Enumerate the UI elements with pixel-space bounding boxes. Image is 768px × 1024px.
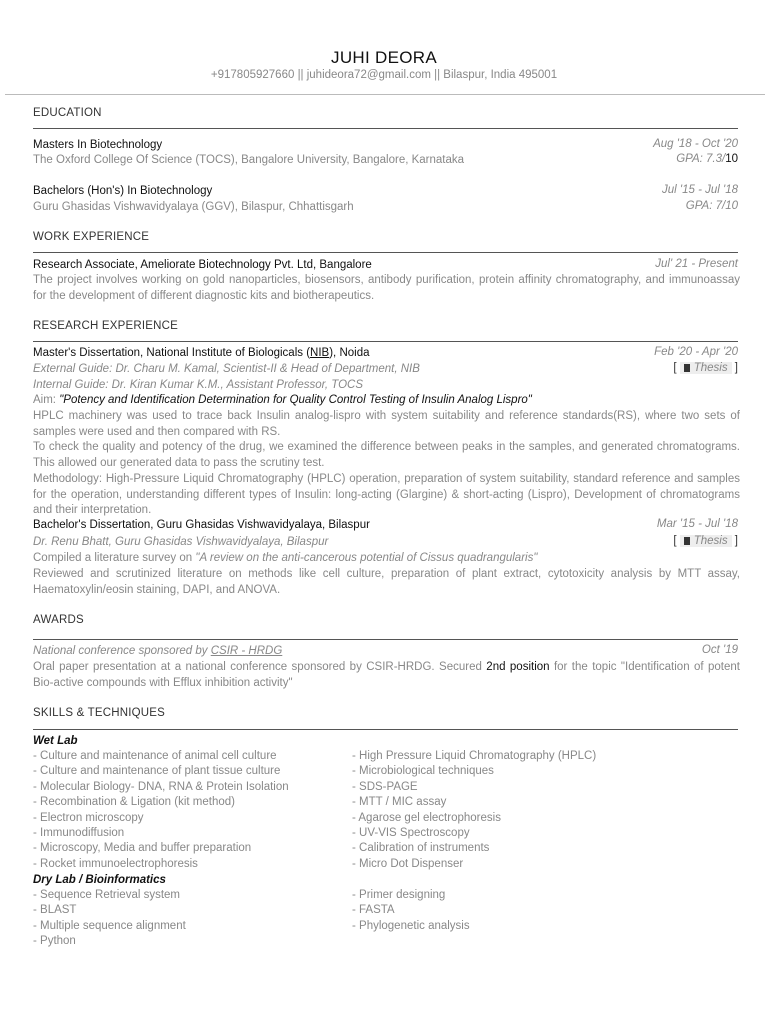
list-item: - Rocket immunoelectrophoresis — [33, 857, 198, 870]
internal-guide: Internal Guide: Dr. Kiran Kumar K.M., Assistant Professor, TOCS — [33, 379, 363, 391]
masters-school: The Oxford College Of Science (TOCS), Bangalore University, Bangalore, Karnataka — [33, 154, 465, 166]
research-heading: RESEARCH EXPERIENCE — [33, 320, 179, 332]
list-item: - SDS-PAGE — [352, 780, 418, 793]
bachelors-thesis-link[interactable]: [ Thesis ] — [673, 535, 738, 547]
award-dates: Oct '19 — [701, 644, 738, 656]
document-icon — [684, 537, 690, 545]
award-line: National conference sponsored by CSIR - HRDG — [33, 645, 283, 657]
dry-lab-right-list — [352, 888, 470, 934]
award-description: Oral paper presentation at a national conference sponsored by CSIR-HRDG. Secured 2nd position for the topic "Identification of potent Bio-active compounds with Efflux inhibition activity" — [33, 661, 740, 689]
list-item: - Sequence Retrieval system — [33, 889, 181, 901]
masters-gpa: GPA: 7.3/10 — [676, 153, 738, 165]
list-item: - BLAST — [33, 904, 77, 917]
external-guide: External Guide: Dr. Charu M. Kamal, Scientist-II & Head of Department, NIB — [33, 363, 420, 375]
work-heading: WORK EXPERIENCE — [33, 231, 150, 243]
awards-divider — [33, 639, 738, 640]
masters-dissertation-dates: Feb '20 - Apr '20 — [654, 346, 738, 358]
list-item: - Multiple sequence alignment — [33, 919, 186, 932]
dry-lab-left-list — [33, 888, 186, 950]
research-divider — [33, 341, 738, 342]
work-description: The project involves working on gold nanoparticles, biosensors, antibody purification, protein affinity chromatography, and immunoassay for the development of different diagnostic kits and biotherapeutics. — [33, 274, 740, 302]
masters-paragraph-1: HPLC machinery was used to trace back Insulin analog-lispro with system suitability and reference standards(RS), where two sets of samples were used and then compared with RS. — [33, 410, 740, 438]
contact-info: +917805927660 || juhideora72@gmail.com || Bilaspur, India 495001 — [210, 69, 558, 81]
work-dates: Jul' 21 - Present — [655, 258, 738, 270]
nib-link[interactable]: NIB — [310, 347, 330, 359]
list-item: - High Pressure Liquid Chromatography (HPLC) — [352, 750, 597, 762]
bachelors-guide: Dr. Renu Bhatt, Guru Ghasidas Vishwavidyalaya, Bilaspur — [33, 536, 329, 548]
list-item: - Primer designing — [352, 889, 446, 901]
skills-heading: SKILLS & TECHNIQUES — [33, 707, 166, 719]
education-divider — [33, 128, 738, 129]
list-item: - MTT / MIC assay — [352, 796, 447, 809]
document-icon — [684, 364, 690, 372]
masters-aim: Aim: "Potency and Identification Determination for Quality Control Testing of Insulin Analog Lispro" — [33, 394, 532, 406]
list-item: - Culture and maintenance of animal cell culture — [33, 750, 277, 762]
wet-lab-right-list — [352, 749, 596, 872]
masters-thesis-link[interactable]: [ Thesis ] — [673, 362, 738, 374]
masters-dissertation-title: Master's Dissertation, National Institute of Biologicals (NIB), Noida — [33, 347, 370, 359]
list-item: - Python — [33, 935, 76, 948]
list-item: - Culture and maintenance of plant tissue culture — [33, 765, 281, 778]
work-divider — [33, 252, 738, 253]
csir-hrdg-link[interactable]: CSIR - HRDG — [210, 645, 283, 657]
list-item: - Phylogenetic analysis — [352, 919, 470, 932]
list-item: - FASTA — [352, 904, 395, 917]
wet-lab-label: Wet Lab — [33, 735, 78, 747]
bachelors-dissertation-dates: Mar '15 - Jul '18 — [656, 518, 738, 530]
bachelors-dissertation-title: Bachelor's Dissertation, Guru Ghasidas Vishwavidyalaya, Bilaspur — [33, 519, 370, 531]
masters-dates: Aug '18 - Oct '20 — [653, 138, 738, 150]
skills-divider — [33, 729, 738, 730]
dry-lab-label: Dry Lab / Bioinformatics — [33, 874, 166, 886]
bachelors-degree: Bachelors (Hon's) In Biotechnology — [33, 185, 213, 197]
bachelors-gpa: GPA: 7/10 — [685, 200, 738, 212]
list-item: - Microbiological techniques — [352, 765, 494, 778]
work-role: Research Associate, Ameliorate Biotechnology Pvt. Ltd, Bangalore — [33, 259, 372, 271]
list-item: - Molecular Biology- DNA, RNA & Protein Isolation — [33, 780, 289, 793]
list-item: - Recombination & Ligation (kit method) — [33, 796, 235, 809]
wet-lab-left-list — [33, 749, 289, 872]
header-divider — [5, 94, 765, 95]
list-item: - Calibration of instruments — [352, 842, 490, 855]
list-item: - Microscopy, Media and buffer preparation — [33, 842, 252, 855]
bachelors-dates: Jul '15 - Jul '18 — [662, 184, 738, 196]
bachelors-paragraph: Reviewed and scrutinized literature on methods like cell culture, preparation of plant extract, cytotoxicity analysis by MTT assay, Haematoxylin/eosin staining, DAPI, and ANOVA. — [33, 568, 740, 596]
list-item: - Micro Dot Dispenser — [352, 857, 464, 870]
bachelors-school: Guru Ghasidas Vishwavidyalaya (GGV), Bilaspur, Chhattisgarh — [33, 201, 354, 213]
list-item: - UV-VIS Spectroscopy — [352, 827, 470, 840]
masters-paragraph-2: To check the quality and potency of the drug, we examined the difference between peaks in the samples, and generated chromatograms. This allowed our generated data to pass the scrutiny test. — [33, 441, 740, 469]
education-heading: EDUCATION — [33, 107, 102, 119]
list-item: - Electron microscopy — [33, 811, 144, 824]
awards-heading: AWARDS — [33, 614, 84, 626]
candidate-name: JUHI DEORA — [331, 48, 437, 67]
masters-methodology: Methodology: High-Pressure Liquid Chromatography (HPLC) operation, preparation of system suitability, standard reference and samples for the operation, understanding different types of Insulin: long-acting (Glargine) & short-acting (Lispro), Development of chromatograms and their interpretation. — [33, 473, 740, 516]
list-item: - Immunodiffusion — [33, 827, 125, 840]
literature-survey: Compiled a literature survey on "A review on the anti-cancerous potential of Cissus quadrangularis" — [33, 552, 538, 564]
masters-degree: Masters In Biotechnology — [33, 139, 163, 151]
list-item: - Agarose gel electrophoresis — [352, 811, 501, 824]
